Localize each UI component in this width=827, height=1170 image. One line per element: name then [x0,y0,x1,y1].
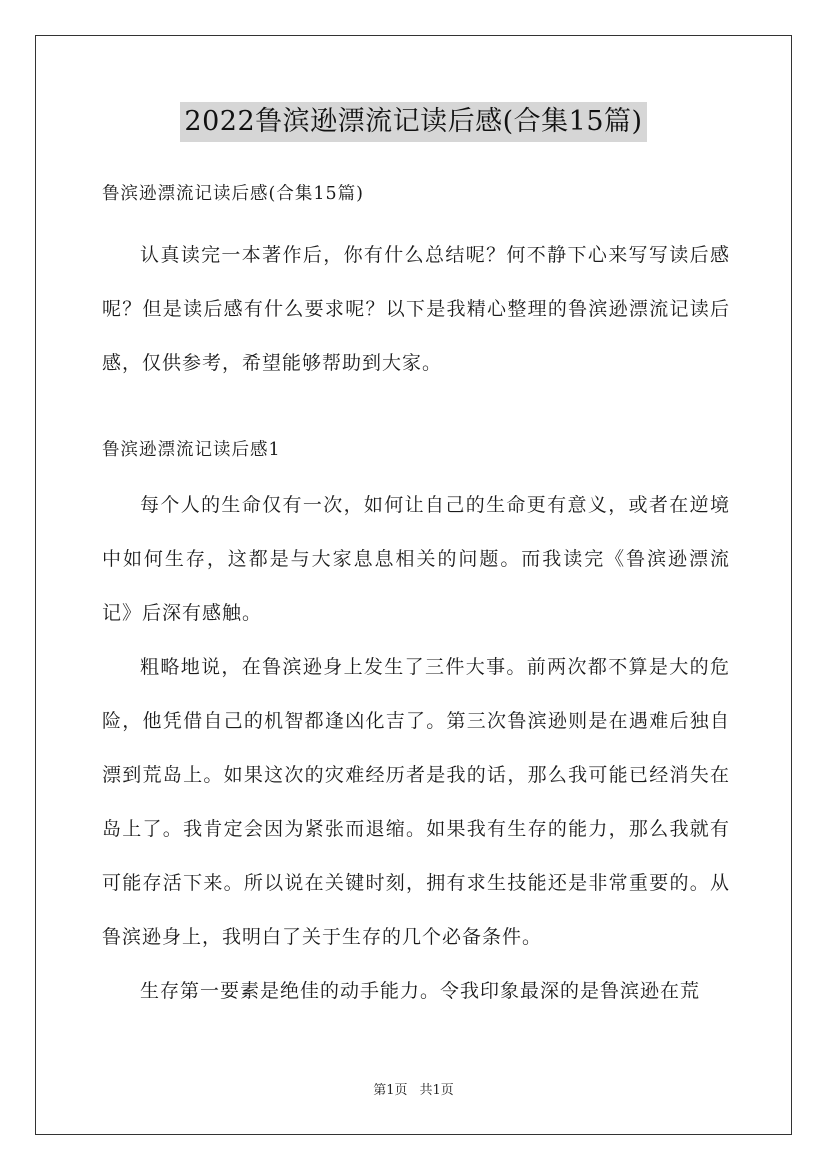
document-subtitle: 鲁滨逊漂流记读后感(合集15篇) [102,184,364,204]
document-body [102,174,730,1018]
body-paragraph-3: 生存第一要素是绝佳的动手能力。令我印象最深的是鲁滨逊在荒 [140,980,701,1002]
document-title: 2022鲁滨逊漂流记读后感(合集15篇) [180,102,646,142]
body-paragraph-1: 每个人的生命仅有一次，如何让自己的生命更有意义，或者在逆境中如何生存，这都是与大家息息相关的问题。而我读完《鲁滨逊漂流记》后深有感触。 [102,494,730,624]
intro-paragraph: 认真读完一本著作后，你有什么总结呢？何不静下心来写写读后感呢？但是读后感有什么要求呢？以下是我精心整理的鲁滨逊漂流记读后感，仅供参考，希望能够帮助到大家。 [102,244,730,374]
section-heading: 鲁滨逊漂流记读后感1 [102,440,281,460]
page-footer [0,1081,827,1101]
page-number: 第1页 [373,1083,408,1098]
page-total: 共1页 [419,1083,454,1098]
body-paragraph-2: 粗略地说，在鲁滨逊身上发生了三件大事。前两次都不算是大的危险，他凭借自己的机智都逢凶化吉了。第三次鲁滨逊则是在遇难后独自漂到荒岛上。如果这次的灾难经历者是我的话，那么我可能已经消失在岛上了。我肯定会因为紧张而退缩。如果我有生存的能力，那么我就有可能存活下来。所以说在关键时刻，拥有求生技能还是非常重要的。从鲁滨逊身上，我明白了关于生存的几个必备条件。 [102,656,730,948]
title-area [0,102,827,142]
